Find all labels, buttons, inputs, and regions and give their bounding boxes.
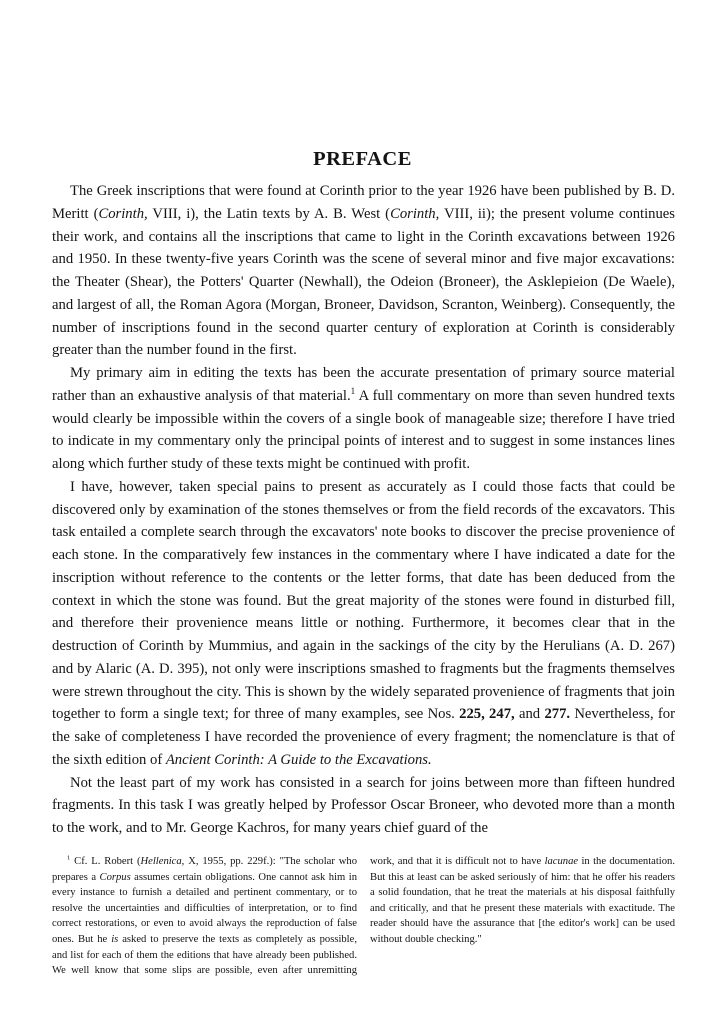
text-run: VIII, i), the Latin texts by A. B. West ( bbox=[147, 205, 391, 222]
text-run: Nevertheless, for the sake of completeness I have recorded the provenience of every fragment; the nomenclature is that of the sixth edition of bbox=[52, 706, 676, 768]
footnote-1 bbox=[52, 854, 675, 979]
text-run: A full commentary on more than seven hundred texts would clearly be impossible within the covers of a single book of manageable size; therefore I have tried to indicate in my commentary only the principal points of interest and to suggest in some instances lines along which further study of these texts might be continued with profit. bbox=[52, 387, 675, 472]
page-title: PREFACE bbox=[313, 148, 412, 170]
text-run: The Greek inscriptions that were found at Corinth prior to the year 1926 have been published by B. D. Meritt ( bbox=[52, 183, 675, 222]
text-run: and bbox=[514, 706, 545, 723]
text-run: in the documentation. But this at least can be asked seriously of him: that he offer his readers a solid foundation, that he treat the materials at his disposal faithfully and critically, and that he present these materials with exactitude. The reader should have the assurance that [the editor's work] can be used without double checking." bbox=[370, 856, 675, 945]
footnote-marker: 1 bbox=[350, 385, 356, 396]
italic-text: Hellenica, bbox=[140, 856, 185, 867]
italic-text: Corinth, bbox=[98, 205, 148, 222]
italic-text: Ancient Corinth: A Guide to the Excavations. bbox=[165, 751, 432, 768]
preface-body bbox=[52, 180, 675, 840]
text-run: My primary aim in editing the texts has been the accurate presentation of primary source material rather than an exhaustive analysis of that material. bbox=[52, 365, 675, 404]
text-run: Cf. L. Robert ( bbox=[70, 856, 141, 867]
paragraph bbox=[52, 476, 675, 772]
text-run: assumes certain obligations. One cannot ask him in every instance to furnish a detailed and pertinent commentary, or to resolve the uncertainties and difficulties of interpretation, or to find correct restorations, or even to avoid always the reproduction of false ones. But he bbox=[52, 871, 357, 945]
footnote-marker: 1 bbox=[67, 854, 71, 862]
text-run: X, 1955, pp. 229f.): "The scholar who prepares a bbox=[52, 856, 357, 883]
italic-text: lacunae bbox=[544, 856, 579, 867]
footnote-section bbox=[52, 854, 675, 979]
paragraph bbox=[52, 180, 675, 362]
bold-text: 277. bbox=[544, 706, 571, 723]
text-run: asked to preserve the texts as completely as possible, and list for each of them the editions that have already been published. We well know that some slips are possible, even after unremitting work, and that it is difficult not to have bbox=[52, 856, 545, 977]
italic-text: Corpus bbox=[99, 871, 131, 883]
paragraph bbox=[52, 772, 675, 840]
italic-text: Corinth, bbox=[390, 205, 440, 222]
text-run: Not the least part of my work has consisted in a search for joins between more than fifteen hundred fragments. In this task I was greatly helped by Professor Oscar Broneer, who devoted more than a month to the work, and to Mr. George Kachros, for many years chief guard of the bbox=[52, 774, 675, 836]
bold-text: 225, 247, bbox=[459, 706, 515, 723]
paragraph bbox=[52, 362, 675, 476]
text-run: I have, however, taken special pains to present as accurately as I could those facts that could be discovered only by examination of the stones themselves or from the field records of the excavators. This task entailed a complete search through the excavators' note books to discover the precise provenience of each stone. In the comparatively few instances in the commentary where I have indicated a date for the inscription without reference to the contents or the letter forms, that date has been deduced from the context in which the stone was found. But the great majority of the stones were found in disturbed fill, and therefore their provenience means little or nothing. Furthermore, it becomes clear that in the destruction of Corinth by Mummius, and again in the sackings of the city by the Herulians (A. D. 267) and by Alaric (A. D. 395), not only were inscriptions smashed to fragments but the fragments themselves were strewn throughout the city. This is shown by the widely separated provenience of fragments that join together to form a single text; for three of many examples, see Nos. bbox=[52, 478, 675, 723]
italic-text: is bbox=[111, 933, 119, 945]
text-run: VIII, ii); the present volume continues their work, and contains all the inscriptions that came to light in the Corinth excavations between 1926 and 1950. In these twenty-five years Corinth was the scene of several minor and five major excavations: the Theater (Shear), the Potters' Quarter (Newhall), the Odeion (Broneer), the Asklepieion (De Waele), and largest of all, the Roman Agora (Morgan, Broneer, Davidson, Scranton, Weinberg). Consequently, the number of inscriptions found in the second quarter century of exploration at Corinth is considerably greater than the number found in the first. bbox=[52, 205, 675, 359]
